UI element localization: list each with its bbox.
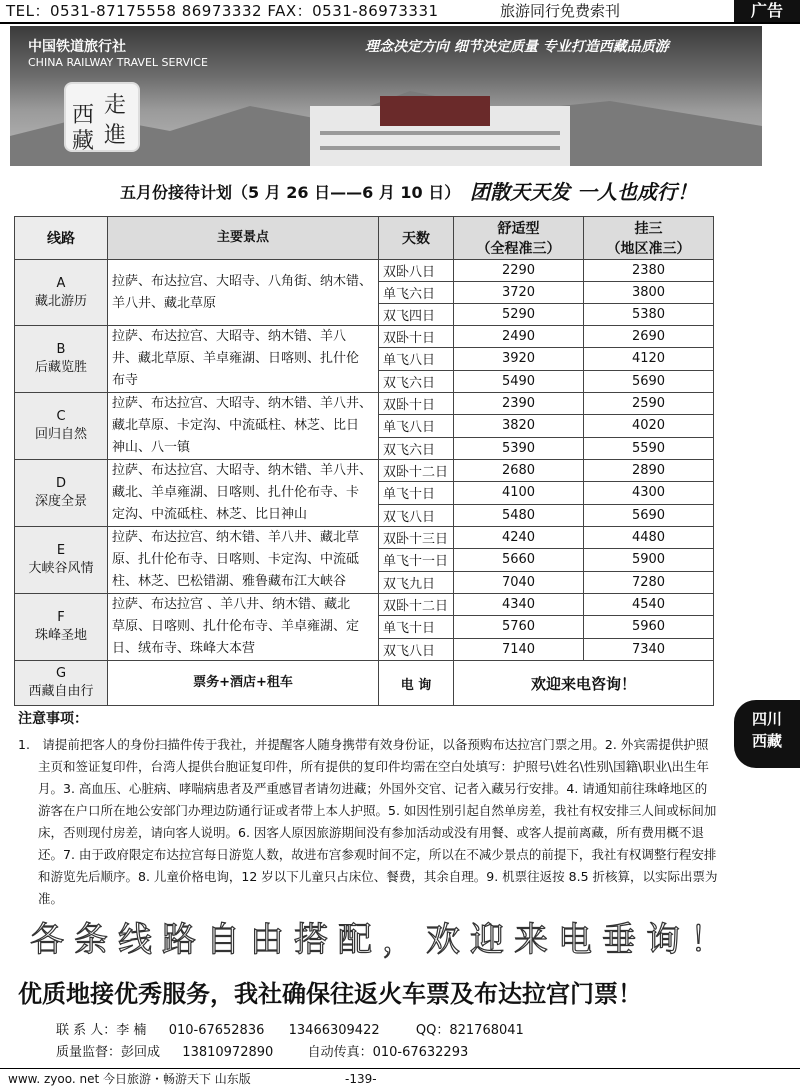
route-days: 双飞六日 — [379, 370, 454, 392]
price-local: 4020 — [584, 415, 714, 437]
notes-section — [18, 708, 718, 910]
price-local: 5900 — [584, 549, 714, 571]
route-sites: 拉萨、布达拉宫 、羊八井、纳木错、藏北 草原、日喀则、扎什伦布寺、羊卓雍湖、定 日、绒布寺、珠峰大本营 — [108, 594, 379, 661]
price-local: 5380 — [584, 304, 714, 326]
route-cell: B 后藏览胜 — [15, 326, 108, 393]
route-days: 单飞十日 — [379, 616, 454, 638]
price-local: 3800 — [584, 282, 714, 304]
route-days: 双卧十二日 — [379, 460, 454, 482]
route-days: 双飞八日 — [379, 638, 454, 660]
route-sites: 拉萨、布达拉宫、大昭寺、纳木错、羊八井、 藏北草原、卡定沟、中流砥柱、林芝、比日 神山、八一镇 — [108, 393, 379, 460]
price-comfort: 4240 — [454, 527, 584, 549]
logo-cn: 中国铁道旅行社 — [28, 39, 126, 55]
route-days: 双卧十三日 — [379, 527, 454, 549]
page-number: -139- — [345, 1072, 377, 1086]
route-sites: 拉萨、布达拉宫、大昭寺、纳木错、羊八 井、藏北草原、羊卓雍湖、日喀则、扎什伦 布寺 — [108, 326, 379, 393]
price-comfort: 2390 — [454, 393, 584, 415]
route-g-cell: G 西藏自由行 — [15, 661, 108, 706]
banner-slogan: 理念决定方向 细节决定质量 专业打造西藏品质游 — [365, 39, 669, 55]
quality-supervisor: 质量监督：彭回成 — [56, 1045, 161, 1060]
route-cell: E 大峡谷风情 — [15, 527, 108, 594]
plan-title: 五月份接待计划（5 月 26 日——6 月 10 日） — [120, 183, 461, 202]
header-tel-fax: TEL：0531-87175558 86973332 FAX：0531-86973331 — [6, 2, 439, 20]
price-local: 5590 — [584, 437, 714, 459]
price-comfort: 4100 — [454, 482, 584, 504]
page-footer — [0, 1068, 800, 1089]
contact-block — [56, 1020, 524, 1064]
price-local: 5690 — [584, 370, 714, 392]
route-sites: 拉萨、布达拉宫、大昭寺、纳木错、羊八井、 藏北、羊卓雍湖、日喀则、扎什伦布寺、卡 定沟、中流砥柱、林芝、比日神山 — [108, 460, 379, 527]
price-comfort: 4340 — [454, 594, 584, 616]
price-comfort: 2490 — [454, 326, 584, 348]
contact-phone-2: 13466309422 — [288, 1023, 380, 1038]
route-days: 双卧十日 — [379, 393, 454, 415]
table-row — [15, 527, 714, 549]
price-local: 5690 — [584, 504, 714, 526]
price-local: 7280 — [584, 571, 714, 593]
col-route: 线路 — [15, 217, 108, 260]
price-local: 2890 — [584, 460, 714, 482]
route-g-sites: 票务+酒店+租车 — [108, 661, 379, 706]
contact-phone-3: 13810972890 — [182, 1045, 274, 1060]
price-local: 4300 — [584, 482, 714, 504]
potala-banner — [10, 26, 762, 166]
table-row-g — [15, 661, 714, 706]
route-g-days: 电 询 — [379, 661, 454, 706]
price-comfort: 5660 — [454, 549, 584, 571]
price-comfort: 3920 — [454, 348, 584, 370]
price-local: 2590 — [584, 393, 714, 415]
route-days: 双飞八日 — [379, 504, 454, 526]
price-comfort: 2290 — [454, 260, 584, 282]
notes-body: 1. 请提前把客人的身份扫描件传于我社，并提醒客人随身携带有效身份证，以备预购布达拉宫门票之用。2. 外宾需提供护照主页和签证复印件，台湾人提供台胞证复印件，所有提供的复印件均需在空白处填写：护照号\姓名\性别\国籍\职业\出生年月。3. 高血压、心脏病、哮喘病患者及严重感冒者请勿进藏；外国外交官、记者入藏另行安排。4. 请通知前往珠峰地区的游客在户口所在地公安部门办理边防通行证或者带上本人护照。5. 如因性别引起自然单房差，我社有权安排三人间或标间加床，否则现付房差，请向客人说明。6. 因客人原因旅游期间没有参加活动或没有用餐、或客人提前离藏，所有费用概不退还。7. 由于政府限定布达拉宫每日游览人数，故进布宫参观时间不定，所以在不减少景点的前提下，我社有权调整行程安排和游览先后顺序。8. 儿童价格电询，12 岁以下儿童只占床位、餐费，其余自理。9. 机票往返按 8.5 折核算，以实际出票为准。 — [18, 737, 718, 906]
price-comfort: 7040 — [454, 571, 584, 593]
table-header-row — [15, 217, 714, 260]
itinerary-table — [14, 216, 714, 706]
top-contact-bar — [0, 0, 800, 24]
price-local: 2690 — [584, 326, 714, 348]
col-price-comfort: 舒适型 （全程准三） — [454, 217, 584, 260]
price-comfort: 3720 — [454, 282, 584, 304]
price-local: 4540 — [584, 594, 714, 616]
col-sites: 主要景点 — [108, 217, 379, 260]
price-comfort: 5390 — [454, 437, 584, 459]
price-comfort: 5490 — [454, 370, 584, 392]
route-days: 单飞十一日 — [379, 549, 454, 571]
contact-phone-1: 010-67652836 — [168, 1023, 265, 1038]
price-local: 5960 — [584, 616, 714, 638]
table-row — [15, 594, 714, 616]
route-cell: A 藏北游历 — [15, 260, 108, 326]
price-local: 4120 — [584, 348, 714, 370]
price-comfort: 5480 — [454, 504, 584, 526]
quality-service-slogan: 优质地接优秀服务，我社确保往返火车票及布达拉宫门票！ — [18, 980, 642, 1008]
header-tagline: 旅游同行免费索刊 — [500, 2, 621, 20]
route-days: 双飞六日 — [379, 437, 454, 459]
price-comfort: 2680 — [454, 460, 584, 482]
route-days: 单飞八日 — [379, 348, 454, 370]
crts-logo — [28, 36, 208, 69]
col-days: 天数 — [379, 217, 454, 260]
col-price-local: 挂三 （地区准三） — [584, 217, 714, 260]
free-combination-slogan: 各条线路自由搭配，欢迎来电垂询！ — [30, 920, 734, 960]
table-row — [15, 460, 714, 482]
route-days: 双卧十日 — [379, 326, 454, 348]
logo-en: CHINA RAILWAY TRAVEL SERVICE — [28, 56, 208, 69]
table-row — [15, 393, 714, 415]
contact-qq: QQ：821768041 — [415, 1023, 524, 1038]
route-days: 双飞四日 — [379, 304, 454, 326]
route-days: 双卧十二日 — [379, 594, 454, 616]
price-comfort: 3820 — [454, 415, 584, 437]
sichuan-xizang-tab: 四川 西藏 — [734, 700, 800, 768]
route-days: 单飞十日 — [379, 482, 454, 504]
price-comfort: 5290 — [454, 304, 584, 326]
price-local: 7340 — [584, 638, 714, 660]
route-sites: 拉萨、布达拉宫、大昭寺、八角街、纳木错、 羊八井、藏北草原 — [108, 260, 379, 326]
zoujin-xizang-stamp: 走 進 西 藏 — [64, 82, 140, 152]
route-days: 单飞六日 — [379, 282, 454, 304]
contact-person: 联 系 人：李 楠 — [56, 1023, 147, 1038]
route-days: 双飞九日 — [379, 571, 454, 593]
price-local: 2380 — [584, 260, 714, 282]
route-days: 单飞八日 — [379, 415, 454, 437]
ad-badge: 广告 — [734, 0, 800, 22]
price-comfort: 7140 — [454, 638, 584, 660]
route-g-price: 欢迎来电咨询！ — [454, 661, 714, 706]
table-row — [15, 260, 714, 282]
route-sites: 拉萨、布达拉宫、纳木错、羊八井、藏北草 原、扎什伦布寺、日喀则、卡定沟、中流砥 柱、林芝、巴松错湖、雅鲁藏布江大峡谷 — [108, 527, 379, 594]
contact-fax: 自动传真：010-67632293 — [307, 1045, 469, 1060]
price-local: 4480 — [584, 527, 714, 549]
price-comfort: 5760 — [454, 616, 584, 638]
table-row — [15, 326, 714, 348]
route-cell: F 珠峰圣地 — [15, 594, 108, 661]
plan-slogan: 团散天天发 一人也成行！ — [470, 180, 697, 204]
footer-site: www. zyoo. net 今日旅游・畅游天下 山东版 — [8, 1072, 251, 1086]
route-days: 双卧八日 — [379, 260, 454, 282]
route-cell: D 深度全景 — [15, 460, 108, 527]
notes-heading: 注意事项： — [18, 711, 88, 727]
route-cell: C 回归自然 — [15, 393, 108, 460]
